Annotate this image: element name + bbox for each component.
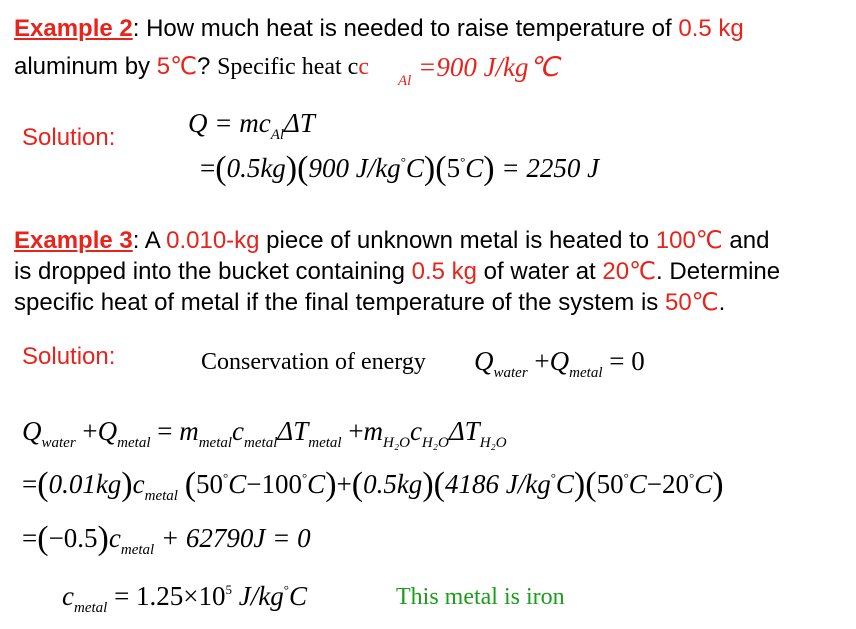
example2-line2: [14, 52, 369, 81]
conservation-text: Conservation of energy: [201, 349, 426, 375]
example2-colon: :: [132, 15, 140, 42]
example2-eq1: $Q = mc_{Al}\Delta T$: [188, 108, 315, 143]
example3-line1: Example 3: A 0.010-kg piece of unknown metal is heated to 100℃ and: [14, 227, 770, 254]
example2-solution-label: Solution:: [22, 124, 116, 151]
example2-text1: How much heat is needed to raise temperature of: [139, 15, 679, 42]
energy-line3: $=(-0.5)c_{metal} + 62790J = 0$: [22, 520, 311, 558]
conclusion-text: This metal is iron: [396, 584, 565, 610]
example3-solution-label: Solution:: [22, 343, 116, 370]
specific-heat-value: $_{Al}$ =900 J/kg℃: [398, 52, 559, 89]
energy-line1: $Q_{water} +Q_{metal} = m_{metal}c_{metal}\Delta T_{metal} +m_{H_2O}c_{H_2O}\Delta T_{H_2O}$: [22, 416, 507, 451]
example2-line1: [14, 15, 744, 43]
conservation-equation: $Q_{water} +Q_{metal} = 0$: [474, 346, 645, 381]
example3-label: Example 3: [14, 227, 133, 254]
energy-line2: $=(0.01kg)c_{metal}$ (50°C−100°C)+(0.5kg)(4186 J/kg°C)(50°C−20°C): [22, 466, 724, 504]
example3-line3: specific heat of metal if the final temperature of the system is 50℃.: [14, 289, 726, 316]
example2-eq2: =(0.5kg)(900 J/kg°C)(5°C) = 2250 J: [200, 150, 600, 187]
answer-line: $c_{metal} = 1.25\times 10^5$ J/kg°C: [62, 581, 307, 616]
example2-text3: ?: [197, 53, 218, 80]
example2-temp: 5℃: [156, 53, 198, 80]
example2-text2: aluminum by: [14, 53, 157, 80]
example2-label: Example 2: [14, 15, 133, 42]
specific-heat-text: Specific heat cc: [217, 54, 369, 80]
example2-mass: 0.5 kg: [678, 15, 744, 42]
example3-line2: is dropped into the bucket containing 0.5 kg of water at 20℃. Determine: [14, 258, 781, 285]
